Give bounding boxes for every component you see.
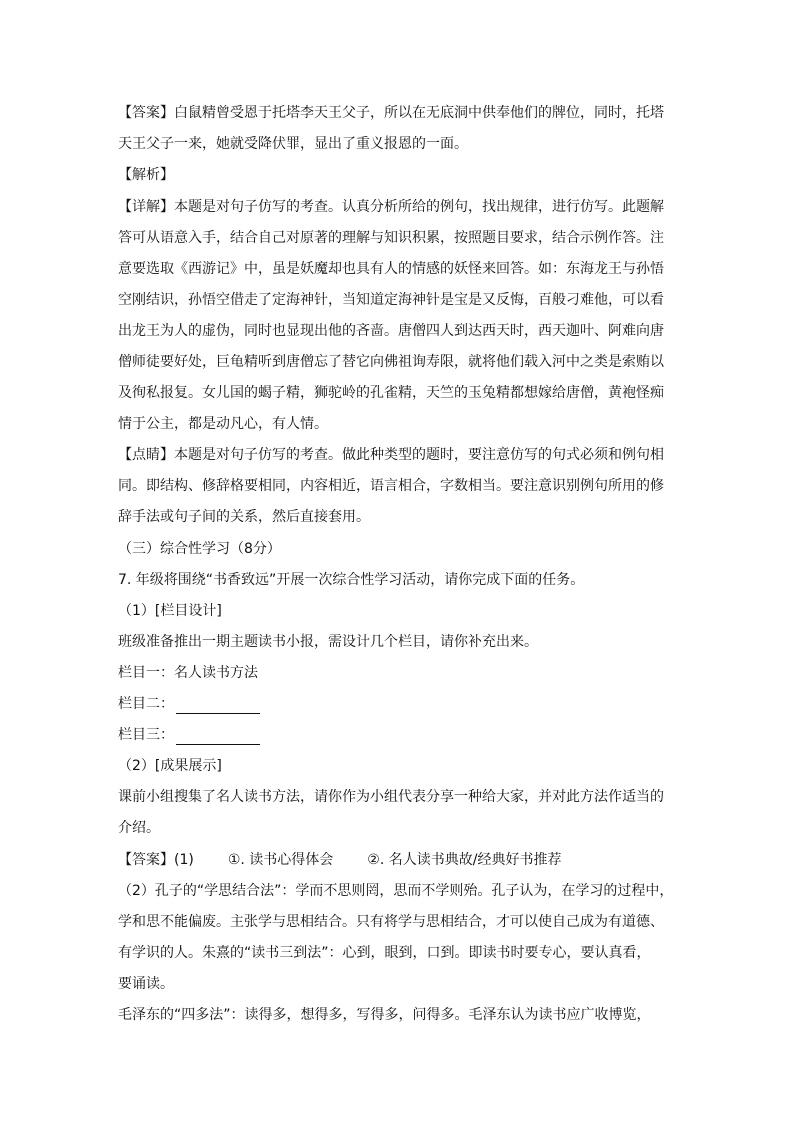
tips-line-3: 辞手法或句子间的关系，然后直接套用。: [118, 509, 370, 525]
section-heading: （三）综合性学习（8分）: [118, 541, 281, 557]
part-2-prompt-line-2: 介绍。: [118, 820, 160, 836]
answer-2-line-6: 毛泽东的“四多法”：读得多，想得多，写得多，问得多。毛泽东认为读书应广收博览，: [118, 1007, 651, 1023]
answer-2-item-1: ①. 读书心得体会: [227, 852, 334, 868]
column-2-label: 栏目二：: [118, 696, 174, 712]
detail-line-1: 【详解】本题是对句子仿写的考查。认真分析所给的例句，找出规律，进行仿写。此题解: [118, 199, 664, 215]
answer-2-line-1: [118, 850, 561, 870]
answer-1-line-2: 天王父子一来，她就受降伏罪，显出了重义报恩的一面。: [118, 136, 468, 152]
column-2-blank[interactable]: [176, 699, 260, 714]
part-1-prompt: 班级准备推出一期主题读书小报，需设计几个栏目，请你补充出来。: [118, 634, 538, 650]
tips-line-2: 同。即结构、修辞格要相同，内容相近，语言相合，字数相当。要注意识别例句所用的修: [118, 478, 664, 494]
part-1-title: （1）[栏目设计]: [118, 603, 222, 619]
answer-2-line-4: 有学识的人。朱熹的“读书三到法”：心到，眼到，口到。即读书时要专心，要认真看，: [118, 945, 651, 961]
column-3-label: 栏目三：: [118, 727, 174, 743]
answer-2-line-3: 学和思不能偏废。主张学与思相结合。只有将学与思相结合，才可以使自己成为有道德、: [118, 914, 664, 930]
column-3-blank[interactable]: [176, 730, 260, 745]
question-7: 7. 年级将围绕“书香致远”开展一次综合性学习活动，请你完成下面的任务。: [118, 572, 585, 588]
detail-line-6: 僧师徒要好处，巨龟精听到唐僧忘了替它向佛祖询寿限，就将他们载入河中之类是索贿以: [118, 354, 664, 370]
column-3: [118, 725, 260, 745]
detail-line-8: 情于公主，都是动凡心，有人情。: [118, 416, 328, 432]
answer-2-label: 【答案】(1): [118, 852, 194, 868]
answer-2-line-2: （2）孔子的“学思结合法”：学而不思则罔，思而不学则殆。孔子认为，在学习的过程中，: [118, 883, 674, 899]
answer-2-line-5: 要诵读。: [118, 976, 174, 992]
answer-1-line-1: 【答案】白鼠精曾受恩于托塔李天王父子，所以在无底洞中供奉他们的牌位，同时，托塔: [118, 105, 664, 121]
detail-line-4: 空刚结识，孙悟空借走了定海神针，当知道定海神针是宝是又反悔，百般刁难他，可以看: [118, 292, 664, 308]
detail-line-5: 出龙王为人的虚伪，同时也显现出他的吝啬。唐僧四人到达西天时，西天迦叶、阿难向唐: [118, 323, 664, 339]
part-2-prompt-line-1: 课前小组搜集了名人读书方法，请你作为小组代表分享一种给大家，并对此方法作适当的: [118, 789, 664, 805]
tips-line-1: 【点睛】本题是对句子仿写的考查。做此种类型的题时，要注意仿写的句式必须和例句相: [118, 447, 664, 463]
analysis-heading: 【解析】: [118, 167, 174, 183]
detail-line-2: 答可从语意入手，结合自己对原著的理解与知识积累，按照题目要求，结合示例作答。注: [118, 230, 664, 246]
detail-line-3: 意要选取《西游记》中，虽是妖魔却也具有人的情感的妖怪来回答。如：东海龙王与孙悟: [118, 261, 664, 277]
detail-line-7: 及徇私报复。女儿国的蝎子精，狮驼岭的孔雀精，天竺的玉兔精都想嫁给唐僧，黄袍怪痴: [118, 385, 664, 401]
column-1: 栏目一：名人读书方法: [118, 665, 258, 681]
answer-2-item-2: ②. 名人读书典故/经典好书推荐: [367, 852, 562, 868]
column-2: [118, 694, 260, 714]
part-2-title: （2）[成果展示]: [118, 758, 222, 774]
